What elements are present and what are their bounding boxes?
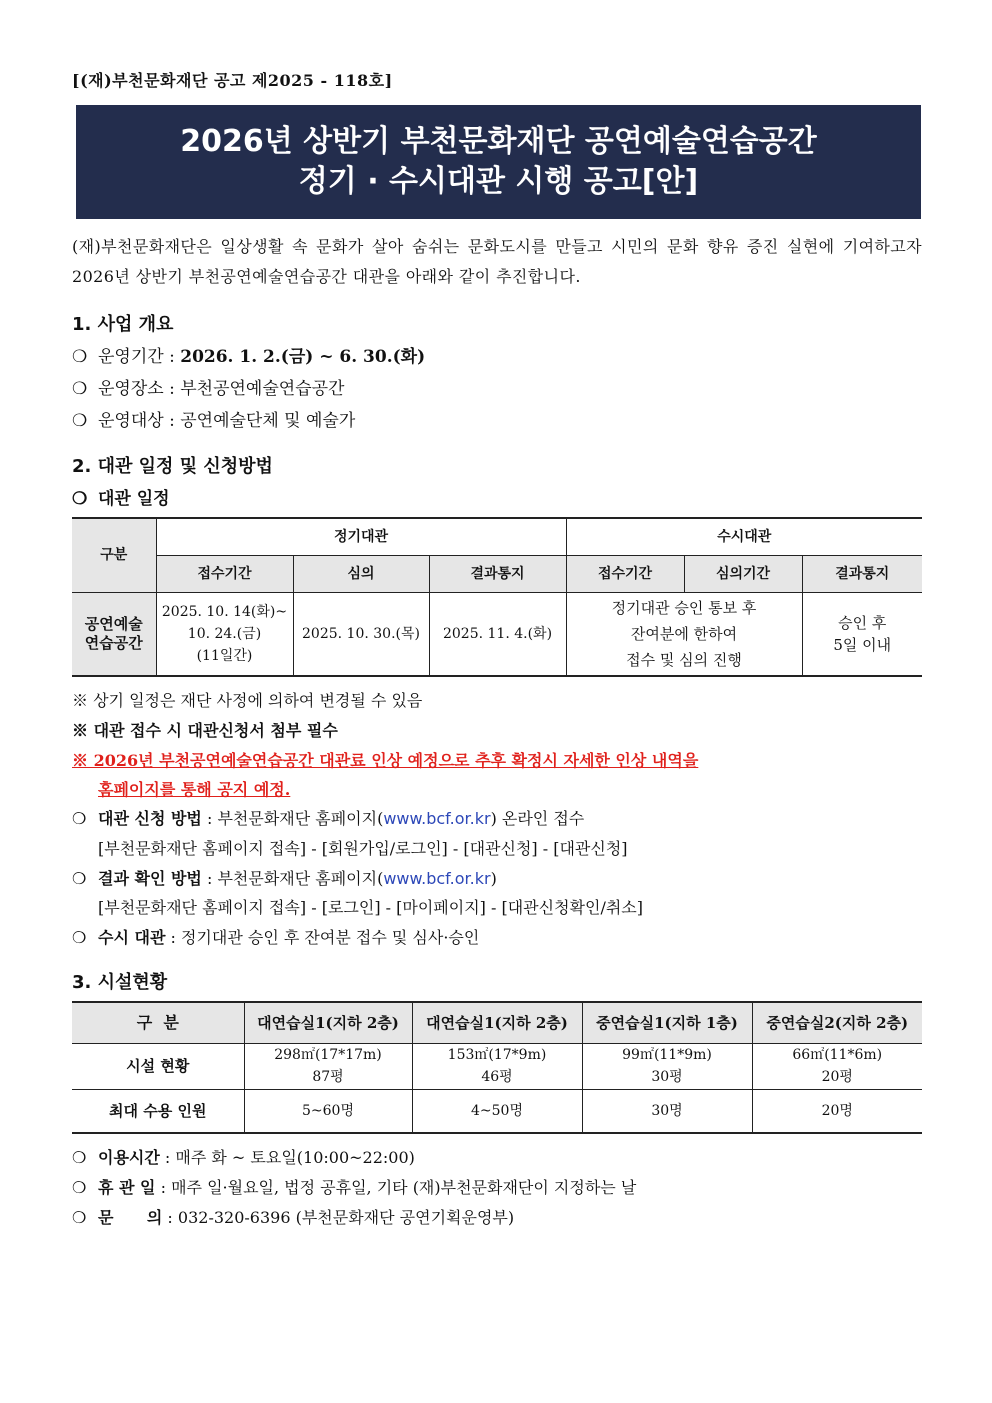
circle-bullet-icon: ❍: [72, 1178, 87, 1197]
cell-room-2-size: 153㎡(17*9m) 46평: [412, 1043, 582, 1089]
schedule-subheading: ❍ 대관 일정: [72, 489, 170, 509]
usage-hours: ❍ 이용시간 : 매주 화 ~ 토요일(10:00~22:00): [72, 1148, 415, 1167]
cell-room-4-capacity: 20명: [752, 1089, 922, 1133]
apply-path: [부천문화재단 홈페이지 접속] - [회원가입/로그인] - [대관신청] - [대관신청]: [98, 839, 628, 858]
notice-number: [(재)부천문화재단 공고 제2025 - 118호]: [72, 71, 393, 90]
header-room-3: 중연습실1(지하 1층): [582, 1002, 752, 1043]
header-room-4: 중연습실2(지하 2층): [752, 1002, 922, 1043]
header-category: 구분: [72, 518, 156, 592]
circle-bullet-icon: ❍: [72, 1208, 87, 1227]
cell-room-4-size: 66㎡(11*6m) 20평: [752, 1043, 922, 1089]
cell-od-receipt-review: 정기대관 승인 통보 후 잔여분에 한하여 접수 및 심의 진행: [566, 592, 802, 676]
circle-bullet-icon: ❍: [72, 379, 88, 399]
row-label-practice-space: 공연예술 연습공간: [72, 592, 156, 676]
header-room-2: 대연습실1(지하 2층): [412, 1002, 582, 1043]
header-ondemand-rental: 수시대관: [566, 518, 922, 555]
operation-period: ❍ 운영기간 : 2026. 1. 2.(금) ~ 6. 30.(화): [72, 347, 426, 367]
operation-place: ❍ 운영장소 : 부천공연예술연습공간: [72, 379, 345, 399]
note-fee-increase-2: 홈페이지를 통해 공지 예정.: [98, 780, 291, 799]
result-check-method: ❍ 결과 확인 방법 : 부천문화재단 홈페이지(www.bcf.or.kr): [72, 869, 497, 888]
cell-room-3-capacity: 30명: [582, 1089, 752, 1133]
intro-paragraph: (재)부천문화재단은 일상생활 속 문화가 살아 숨쉬는 문화도시를 만들고 시민의 문화 향유 증진 실현에 기여하고자 2026년 상반기 부천공연예술연습공간 대관을 아래와 같이 추진합니다.: [72, 237, 922, 286]
cell-reg-result: 2025. 11. 4.(화): [429, 592, 566, 676]
contact-info: ❍ 문 의 : 032-320-6396 (부천문화재단 공연기획운영부): [72, 1208, 515, 1227]
header-od-receipt: 접수기간: [566, 555, 684, 592]
circle-bullet-icon: ❍: [72, 411, 88, 431]
section-2-heading: 2. 대관 일정 및 신청방법: [72, 456, 273, 477]
cell-reg-review: 2025. 10. 30.(목): [293, 592, 429, 676]
header-reg-review: 심의: [293, 555, 429, 592]
circle-bullet-icon: ❍: [72, 869, 87, 888]
circle-bullet-icon: ❍: [72, 1148, 87, 1167]
row-label-capacity: 최대 수용 인원: [72, 1089, 244, 1133]
note-fee-increase-1: ※ 2026년 부천공연예술연습공간 대관료 인상 예정으로 추후 확정시 자세한 인상 내역을: [72, 751, 699, 770]
header-reg-result: 결과통지: [429, 555, 566, 592]
title-banner: [76, 105, 921, 219]
schedule-table: [72, 517, 922, 677]
header-regular-rental: 정기대관: [156, 518, 566, 555]
circle-bullet-icon: ❍: [72, 347, 88, 367]
closed-days: ❍ 휴 관 일 : 매주 일·월요일, 법정 공휴일, 기타 (재)부천문화재단이 지정하는 날: [72, 1178, 637, 1197]
cell-room-3-size: 99㎡(11*9m) 30평: [582, 1043, 752, 1089]
header-od-result: 결과통지: [802, 555, 922, 592]
facility-table: [72, 1001, 922, 1134]
result-path: [부천문화재단 홈페이지 접속] - [로그인] - [마이페이지] - [대관신청확인/취소]: [98, 898, 644, 917]
cell-reg-receipt: 2025. 10. 14(화)~ 10. 24.(금) (11일간): [156, 592, 293, 676]
header-od-review: 심의기간: [684, 555, 802, 592]
title-line-1: 2026년 상반기 부천문화재단 공연예술연습공간: [180, 124, 817, 159]
section-3-heading: 3. 시설현황: [72, 972, 168, 993]
note-schedule-change: ※ 상기 일정은 재단 사정에 의하여 변경될 수 있음: [72, 691, 423, 710]
cell-room-1-size: 298㎡(17*17m) 87평: [244, 1043, 412, 1089]
circle-bullet-icon: ❍: [72, 809, 87, 828]
note-form-required: ※ 대관 접수 시 대관신청서 첨부 필수: [72, 721, 338, 740]
website-link[interactable]: www.bcf.or.kr: [383, 809, 491, 828]
header-room-1: 대연습실1(지하 2층): [244, 1002, 412, 1043]
section-1-heading: 1. 사업 개요: [72, 314, 174, 335]
operation-target: ❍ 운영대상 : 공연예술단체 및 예술가: [72, 411, 356, 431]
circle-bullet-icon: ❍: [72, 489, 88, 509]
header-category: 구 분: [72, 1002, 244, 1043]
website-link[interactable]: www.bcf.or.kr: [383, 869, 491, 888]
ondemand-rental-info: ❍ 수시 대관 : 정기대관 승인 후 잔여분 접수 및 심사·승인: [72, 928, 480, 947]
cell-room-1-capacity: 5~60명: [244, 1089, 412, 1133]
apply-method: ❍ 대관 신청 방법 : 부천문화재단 홈페이지(www.bcf.or.kr) 온라인 접수: [72, 809, 585, 828]
header-reg-receipt: 접수기간: [156, 555, 293, 592]
cell-od-result: 승인 후 5일 이내: [802, 592, 922, 676]
circle-bullet-icon: ❍: [72, 928, 87, 947]
row-label-facility: 시설 현황: [72, 1043, 244, 1089]
cell-room-2-capacity: 4~50명: [412, 1089, 582, 1133]
title-line-2: 정기 · 수시대관 시행 공고[안]: [298, 164, 699, 199]
